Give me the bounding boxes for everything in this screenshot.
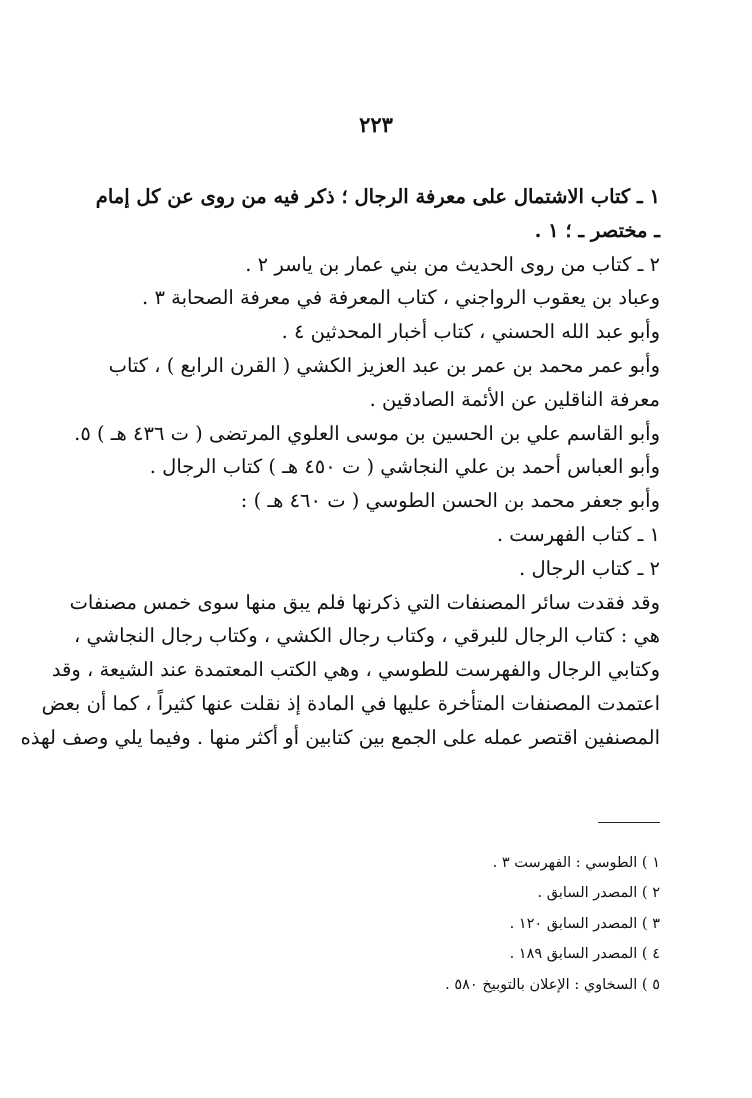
footnote-divider bbox=[598, 822, 660, 823]
body-line: معرفة الناقلين عن الأئمة الصادقين . bbox=[369, 387, 660, 411]
page-number: ٢٢٣ bbox=[359, 112, 393, 137]
body-line: هي : كتاب الرجال للبرقي ، وكتاب رجال الكشي ، وكتاب رجال النجاشي ، bbox=[74, 624, 660, 648]
body-line: وأبو القاسم علي بن الحسين بن موسى العلوي المرتضى ( ت ٤٣٦ هـ ) ٥. bbox=[74, 421, 660, 445]
footnote: ٣ ) المصدر السابق ١٢٠ . bbox=[509, 915, 660, 932]
body-line: ١ ـ كتاب الاشتمال على معرفة الرجال ؛ ذكر فيه من روى عن كل إمام bbox=[95, 185, 660, 208]
body-line: وأبو جعفر محمد بن الحسن الطوسي ( ت ٤٦٠ هـ ) : bbox=[240, 489, 660, 513]
footnote: ٤ ) المصدر السابق ١٨٩ . bbox=[509, 946, 660, 963]
body-line: اعتمدت المصنفات المتأخرة عليها في المادة إذ نقلت عنها كثيراً ، كما أن بعض bbox=[41, 691, 660, 715]
body-line: وأبو عبد الله الحسني ، كتاب أخبار المحدثين ٤ . bbox=[281, 320, 660, 344]
footnote: ١ ) الطوسي : الفهرست ٣ . bbox=[492, 855, 660, 871]
body-line: ٢ ـ كتاب من روى الحديث من بني عمار بن ياسر ٢ . bbox=[245, 252, 660, 276]
footnote: ٢ ) المصدر السابق . bbox=[537, 885, 660, 902]
body-line: وقد فقدت سائر المصنفات التي ذكرنها فلم يبق منها سوى خمس مصنفات bbox=[69, 590, 660, 614]
body-line: وكتابي الرجال والفهرست للطوسي ، وهي الكتب المعتمدة عند الشيعة ، وقد bbox=[51, 658, 660, 682]
body-line: المصنفين اقتصر عمله على الجمع بين كتابين أو أكثر منها . وفيما يلي وصف لهذه bbox=[20, 725, 660, 749]
body-line: وأبو عمر محمد بن عمر بن عبد العزيز الكشي ( القرن الرابع ) ، كتاب bbox=[108, 353, 660, 377]
body-line: وعباد بن يعقوب الرواجني ، كتاب المعرفة في معرفة الصحابة ٣ . bbox=[142, 286, 660, 310]
body-text bbox=[20, 180, 660, 755]
footnote: ٥ ) السخاوي : الإعلان بالتوبيخ ٥٨٠ . bbox=[445, 976, 660, 993]
body-line: ٢ ـ كتاب الرجال . bbox=[519, 556, 660, 580]
footnotes bbox=[92, 848, 660, 1000]
body-line: ١ ـ كتاب الفهرست . bbox=[496, 522, 660, 546]
body-line: ـ مختصر ـ ؛ ١ . bbox=[534, 218, 660, 242]
body-line: وأبو العباس أحمد بن علي النجاشي ( ت ٤٥٠ هـ ) كتاب الرجال . bbox=[149, 455, 660, 479]
